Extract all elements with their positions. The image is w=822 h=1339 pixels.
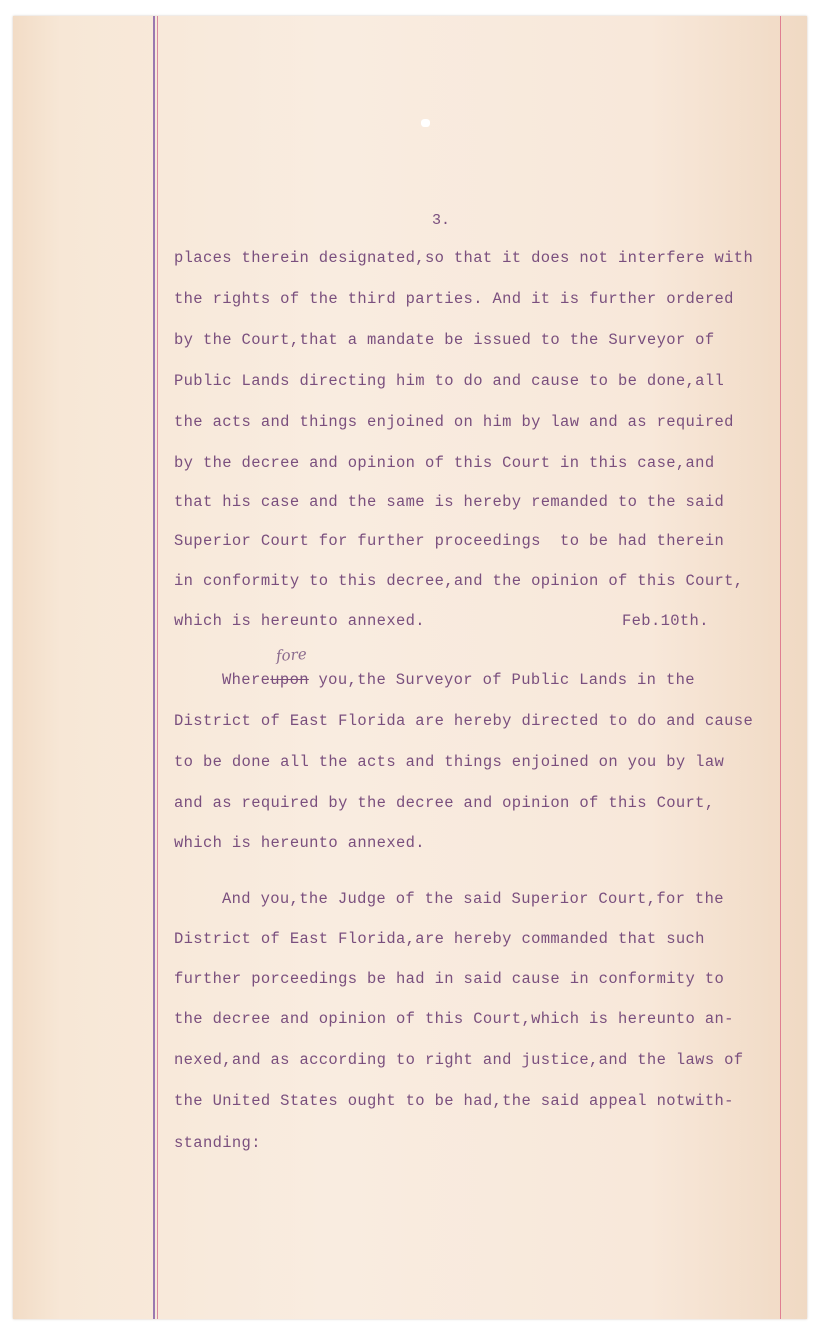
text-line-18: further porceedings be had in said cause in conformity to — [174, 970, 725, 988]
date-note: Feb.10th. — [622, 612, 709, 630]
text-line-13: to be done all the acts and things enjoined on you by law — [174, 753, 725, 771]
text-line-1: places therein designated,so that it does not interfere with — [174, 249, 754, 267]
text-line-12: District of East Florida are hereby directed to do and cause — [174, 712, 754, 730]
text-line-11 — [222, 673, 695, 689]
page-number: 3. — [432, 212, 451, 229]
handwritten-annotation: fore — [275, 644, 308, 666]
text-line-3: by the Court,that a mandate be issued to the Surveyor of — [174, 331, 715, 349]
whereupon-prefix: Where — [222, 671, 271, 689]
text-line-21: the United States ought to be had,the said appeal notwith- — [174, 1092, 734, 1110]
text-line-17: District of East Florida,are hereby commanded that such — [174, 930, 705, 948]
paper-hole — [421, 119, 430, 127]
text-line-22: standing: — [174, 1134, 261, 1152]
struck-text: upon — [270, 671, 309, 689]
document-sheet — [13, 16, 807, 1319]
text-line-20: nexed,and as according to right and justice,and the laws of — [174, 1051, 744, 1069]
text-line-15: which is hereunto annexed. — [174, 834, 425, 852]
text-line-9: in conformity to this decree,and the opinion of this Court, — [174, 572, 744, 590]
text-line-11-rest: you,the Surveyor of Public Lands in the — [318, 671, 695, 689]
text-line-5: the acts and things enjoined on him by law and as required — [174, 413, 734, 431]
text-line-19: the decree and opinion of this Court,which is hereunto an- — [174, 1010, 734, 1028]
text-line-14: and as required by the decree and opinion of this Court, — [174, 794, 715, 812]
text-line-10: which is hereunto annexed. — [174, 612, 425, 630]
text-line-4: Public Lands directing him to do and cause to be done,all — [174, 372, 725, 390]
text-line-7: that his case and the same is hereby remanded to the said — [174, 493, 725, 511]
left-margin-rule-secondary — [157, 16, 158, 1319]
text-line-8: Superior Court for further proceedings to be had therein — [174, 532, 725, 550]
text-line-2: the rights of the third parties. And it is further ordered — [174, 290, 734, 308]
right-margin-rule — [780, 16, 781, 1319]
text-line-6: by the decree and opinion of this Court in this case,and — [174, 454, 715, 472]
left-margin-rule — [153, 16, 155, 1319]
text-line-16: And you,the Judge of the said Superior Court,for the — [222, 890, 724, 908]
